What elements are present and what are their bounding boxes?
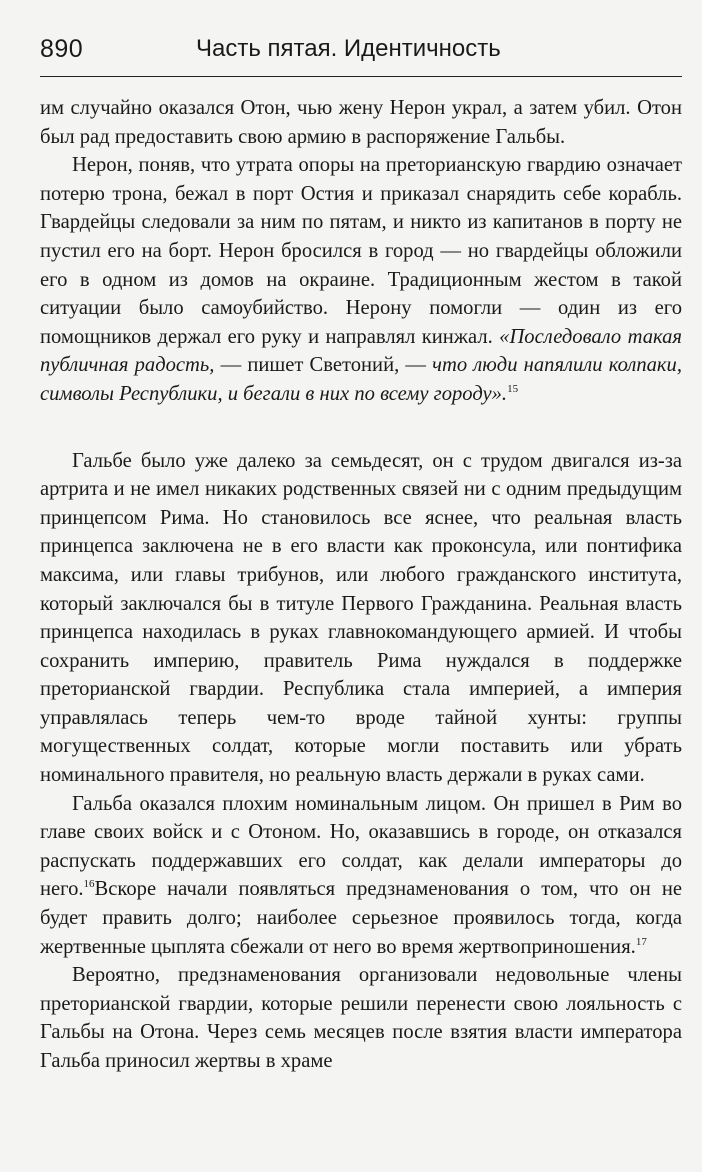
- paragraph-3-text: Гальбе было уже далеко за семьдесят, он с трудом двигался из-за артрита и не имел никаких родственных связей ни с одним предыдущим принцепсом Рима. Но становилось все яснее, что реальная власть принцепса заключена не в его власти как проконсула, или понтифика максима, или главы трибунов, или любого гражданского института, который заключался бы в титуле Первого Гражданина. Реальная власть принцепса находилась в руках главнокомандующего армией. И чтобы сохранить империю, правитель Рима нуждался в поддержке преторианской гвардии. Республика стала империей, а империя управлялась теперь чем-то вроде тайной хунты: группы могущественных солдат, которые могли поставить или убрать номинального правителя, но реальную власть держали в руках сами.: [40, 449, 682, 787]
- body-text: [40, 94, 682, 1076]
- header-rule: [40, 76, 682, 77]
- quote-attribution: — пишет Светоний, —: [220, 354, 426, 377]
- paragraph-4: [40, 790, 682, 962]
- footnote-15: 15: [507, 383, 519, 396]
- running-title: Часть пятая. Идентичность: [196, 35, 501, 62]
- paragraph-2: [40, 151, 682, 408]
- paragraph-4-text-2: Вскоре начали появляться предзнаменования о том, что он не будет править долго; наиболее серьезное проявилось тогда, когда жертвенные цыплята сбежали от него во время жертвоприношения.: [40, 878, 682, 958]
- paragraph-5: [40, 961, 682, 1075]
- paragraph-4-text-1: Гальба оказался плохим номинальным лицом. Он пришел в Рим во главе своих войск и с Отоном. Но, оказавшись в городе, он отказался распускать поддержавших его солдат, как делали императоры до него.: [40, 792, 682, 901]
- footnote-17: 17: [635, 935, 647, 948]
- paragraph-3: [40, 447, 682, 790]
- footnote-16: 16: [83, 878, 95, 891]
- suetonius-quote-start: «Последовало такая публичная радость,: [40, 325, 682, 377]
- section-break: [40, 409, 682, 447]
- paragraph-5-text: Вероятно, предзнаменования организовали недовольные члены преторианской гвардии, которые решили перенести свою лояльность с Гальбы на Отона. Через семь месяцев после взятия власти императора Гальба приносил жертвы в храме: [40, 964, 682, 1072]
- page-header: [40, 34, 682, 74]
- suetonius-quote-end: что люди напялили колпаки, символы Республики, и бегали в них по всему городу».: [40, 354, 682, 405]
- paragraph-2-text: Нерон, поняв, что утрата опоры на преторианскую гвардию означает потерю трона, бежал в порт Остия и приказал снарядить себе корабль. Гвардейцы следовали за ним по пятам, и никто из капитанов в порту не пустил его на борт. Нерон бросился в город — но гвардейцы обложили его в одном из домов на окраине. Традиционным жестом в такой ситуации было самоубийство. Нерону помогли — один из его помощников держал его руку и направлял кинжал.: [40, 154, 682, 348]
- page-number: 890: [40, 35, 84, 63]
- paragraph-1: [40, 94, 682, 151]
- paragraph-1-text: им случайно оказался Отон, чью жену Нерон украл, а затем убил. Отон был рад предоставить свою армию в распоряжение Гальбы.: [40, 97, 682, 148]
